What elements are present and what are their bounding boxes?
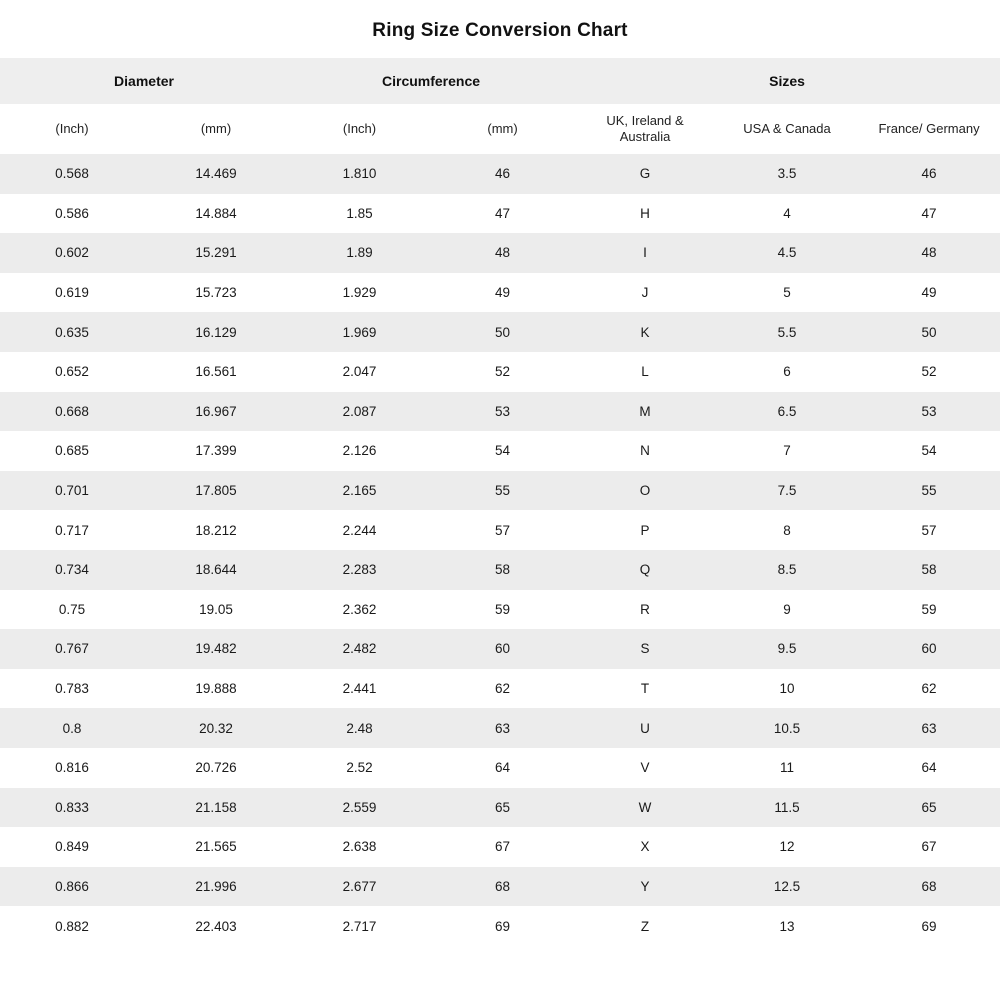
cell-size-france: 52 — [921, 364, 937, 380]
cell-size-uk: G — [639, 166, 651, 182]
cell-size-uk: O — [639, 483, 651, 499]
cell-circumference-inch: 1.810 — [342, 166, 377, 182]
cell-diameter-mm: 22.403 — [195, 918, 237, 934]
table-row — [0, 510, 1000, 550]
cell-circumference-inch: 2.244 — [342, 522, 377, 538]
ring-size-conversion-table — [0, 58, 1000, 946]
cell-size-usa: 3.5 — [777, 166, 797, 182]
cell-size-france: 49 — [921, 285, 937, 301]
cell-size-usa: 12.5 — [773, 878, 801, 894]
cell-circumference-inch: 2.165 — [342, 483, 377, 499]
cell-circumference-mm: 59 — [495, 601, 511, 617]
cell-size-usa: 5 — [783, 285, 791, 301]
table-row — [0, 431, 1000, 471]
cell-diameter-mm: 16.561 — [195, 364, 237, 380]
cell-size-usa: 11 — [780, 760, 795, 776]
sub-header-diameter-mm: (mm) — [200, 121, 232, 137]
cell-circumference-mm: 63 — [495, 720, 511, 736]
sub-header-circumference-mm: (mm) — [487, 121, 518, 137]
table-row — [0, 550, 1000, 590]
cell-size-france: 69 — [921, 918, 937, 934]
cell-size-uk: S — [640, 641, 650, 657]
group-header-sizes: Sizes — [769, 73, 805, 89]
cell-size-usa: 5.5 — [777, 324, 797, 340]
cell-diameter-inch: 0.833 — [55, 799, 89, 815]
sub-header-usa-canada: USA & Canada — [743, 121, 831, 137]
cell-size-france: 53 — [921, 403, 937, 419]
table-row — [0, 352, 1000, 392]
cell-size-usa: 12 — [779, 839, 795, 855]
cell-circumference-mm: 58 — [495, 562, 511, 578]
sub-header-circumference-inch: (Inch) — [342, 121, 377, 137]
cell-diameter-inch: 0.586 — [55, 205, 89, 221]
cell-diameter-inch: 0.668 — [55, 403, 89, 419]
cell-circumference-inch: 1.969 — [342, 324, 377, 340]
cell-circumference-mm: 67 — [495, 839, 511, 855]
cell-diameter-inch: 0.8 — [62, 720, 82, 736]
group-header-row — [0, 58, 1000, 104]
cell-size-uk: Q — [639, 562, 651, 578]
cell-size-uk: K — [640, 324, 650, 340]
table-row — [0, 708, 1000, 748]
cell-diameter-inch: 0.882 — [55, 918, 89, 934]
cell-size-uk: P — [640, 522, 650, 538]
cell-diameter-mm: 16.967 — [195, 403, 237, 419]
cell-circumference-mm: 54 — [495, 443, 511, 459]
cell-circumference-mm: 55 — [495, 483, 511, 499]
cell-circumference-mm: 62 — [495, 681, 511, 697]
cell-diameter-inch: 0.734 — [55, 562, 89, 578]
cell-diameter-inch: 0.602 — [55, 245, 89, 261]
cell-diameter-mm: 14.469 — [195, 166, 237, 182]
cell-size-usa: 10.5 — [773, 720, 801, 736]
cell-circumference-inch: 2.047 — [342, 364, 377, 380]
cell-circumference-mm: 64 — [495, 760, 511, 776]
cell-diameter-mm: 21.565 — [195, 839, 237, 855]
table-row — [0, 471, 1000, 511]
table-row — [0, 867, 1000, 907]
cell-diameter-mm: 19.888 — [195, 681, 237, 697]
cell-diameter-inch: 0.619 — [55, 285, 89, 301]
cell-size-usa: 13 — [779, 918, 795, 934]
cell-size-uk: R — [640, 601, 650, 617]
cell-size-uk: J — [641, 285, 649, 301]
cell-diameter-mm: 15.291 — [195, 245, 237, 261]
cell-size-france: 62 — [921, 681, 937, 697]
cell-diameter-inch: 0.701 — [55, 483, 89, 499]
table-row — [0, 629, 1000, 669]
cell-circumference-inch: 1.929 — [342, 285, 377, 301]
cell-size-uk: N — [640, 443, 650, 459]
cell-size-france: 50 — [921, 324, 937, 340]
cell-diameter-inch: 0.635 — [55, 324, 89, 340]
cell-diameter-inch: 0.783 — [55, 681, 89, 697]
group-header-diameter: Diameter — [114, 73, 174, 89]
cell-circumference-mm: 69 — [495, 918, 511, 934]
table-row — [0, 788, 1000, 828]
cell-diameter-mm: 19.05 — [199, 601, 233, 617]
cell-size-france: 65 — [921, 799, 937, 815]
cell-diameter-mm: 14.884 — [195, 205, 237, 221]
cell-size-uk: H — [640, 205, 650, 221]
table-row — [0, 669, 1000, 709]
cell-diameter-mm: 20.726 — [195, 760, 237, 776]
cell-size-france: 64 — [921, 760, 937, 776]
cell-circumference-inch: 2.126 — [342, 443, 377, 459]
table-row — [0, 906, 1000, 946]
cell-size-usa: 4 — [783, 205, 791, 221]
cell-circumference-mm: 47 — [495, 205, 511, 221]
cell-circumference-inch: 2.677 — [342, 878, 377, 894]
cell-diameter-inch: 0.717 — [55, 522, 89, 538]
table-row — [0, 273, 1000, 313]
cell-size-uk: M — [639, 403, 651, 419]
table-body — [0, 154, 1000, 946]
cell-diameter-mm: 21.996 — [195, 878, 237, 894]
cell-size-uk: I — [643, 245, 647, 261]
cell-diameter-inch: 0.816 — [55, 760, 89, 776]
cell-diameter-mm: 20.32 — [199, 720, 233, 736]
cell-size-france: 57 — [921, 522, 937, 538]
cell-size-france: 55 — [921, 483, 937, 499]
cell-diameter-mm: 15.723 — [195, 285, 237, 301]
cell-diameter-inch: 0.767 — [55, 641, 89, 657]
cell-diameter-inch: 0.866 — [55, 878, 89, 894]
sub-header-diameter-inch: (Inch) — [55, 121, 89, 137]
sub-header-row — [0, 104, 1000, 154]
cell-size-usa: 8.5 — [777, 562, 797, 578]
cell-size-france: 63 — [921, 720, 937, 736]
table-row — [0, 590, 1000, 630]
table-row — [0, 392, 1000, 432]
cell-circumference-mm: 49 — [495, 285, 511, 301]
cell-circumference-inch: 2.482 — [342, 641, 377, 657]
cell-size-usa: 4.5 — [777, 245, 797, 261]
cell-circumference-inch: 2.48 — [346, 720, 373, 736]
cell-diameter-inch: 0.685 — [55, 443, 89, 459]
cell-diameter-mm: 16.129 — [195, 324, 237, 340]
cell-circumference-inch: 1.89 — [346, 245, 373, 261]
cell-size-uk: Z — [640, 918, 650, 934]
cell-size-usa: 7.5 — [777, 483, 797, 499]
cell-size-uk: X — [640, 839, 650, 855]
group-header-circumference: Circumference — [382, 73, 481, 89]
cell-size-uk: U — [640, 720, 650, 736]
cell-size-france: 67 — [921, 839, 937, 855]
sub-header-france-germany: France/ Germany — [878, 121, 980, 137]
table-row — [0, 194, 1000, 234]
cell-diameter-mm: 19.482 — [195, 641, 237, 657]
cell-circumference-inch: 2.283 — [342, 562, 377, 578]
cell-circumference-inch: 2.441 — [342, 681, 377, 697]
cell-circumference-mm: 48 — [495, 245, 511, 261]
cell-size-france: 46 — [921, 166, 937, 182]
cell-circumference-inch: 2.362 — [342, 601, 377, 617]
table-head — [0, 58, 1000, 154]
cell-size-usa: 6 — [783, 364, 791, 380]
cell-circumference-mm: 57 — [495, 522, 511, 538]
cell-diameter-inch: 0.849 — [55, 839, 89, 855]
cell-size-france: 58 — [921, 562, 937, 578]
table-row — [0, 827, 1000, 867]
cell-circumference-mm: 53 — [495, 403, 511, 419]
cell-size-usa: 10 — [779, 681, 795, 697]
cell-diameter-inch: 0.568 — [55, 166, 89, 182]
cell-diameter-inch: 0.652 — [55, 364, 89, 380]
cell-circumference-mm: 65 — [495, 799, 511, 815]
cell-size-uk: W — [638, 799, 652, 815]
cell-size-usa: 11.5 — [774, 799, 800, 815]
cell-circumference-inch: 2.717 — [342, 918, 377, 934]
cell-circumference-mm: 52 — [495, 364, 511, 380]
cell-size-usa: 6.5 — [777, 403, 797, 419]
cell-size-uk: T — [640, 681, 650, 697]
cell-diameter-mm: 18.212 — [195, 522, 237, 538]
cell-size-usa: 7 — [783, 443, 791, 459]
cell-size-france: 60 — [921, 641, 937, 657]
cell-size-usa: 9 — [783, 601, 791, 617]
cell-circumference-mm: 68 — [495, 878, 511, 894]
cell-size-france: 59 — [921, 601, 937, 617]
page-title: Ring Size Conversion Chart — [372, 20, 628, 41]
cell-circumference-inch: 2.087 — [342, 403, 377, 419]
cell-diameter-inch: 0.75 — [58, 601, 86, 617]
cell-circumference-inch: 1.85 — [346, 205, 373, 221]
cell-circumference-mm: 46 — [495, 166, 511, 182]
cell-size-france: 68 — [921, 878, 937, 894]
cell-diameter-mm: 17.805 — [195, 483, 237, 499]
table-row — [0, 748, 1000, 788]
table-row — [0, 154, 1000, 194]
cell-circumference-inch: 2.638 — [342, 839, 377, 855]
cell-diameter-mm: 18.644 — [195, 562, 237, 578]
cell-size-france: 54 — [921, 443, 937, 459]
cell-size-uk: V — [640, 760, 650, 776]
cell-size-france: 47 — [921, 205, 937, 221]
table-row — [0, 312, 1000, 352]
cell-size-usa: 8 — [783, 522, 791, 538]
cell-diameter-mm: 21.158 — [195, 799, 237, 815]
cell-circumference-inch: 2.559 — [342, 799, 377, 815]
cell-size-uk: L — [641, 364, 649, 380]
cell-size-france: 48 — [921, 245, 937, 261]
cell-size-usa: 9.5 — [777, 641, 797, 657]
cell-circumference-mm: 60 — [495, 641, 511, 657]
cell-circumference-inch: 2.52 — [346, 760, 373, 776]
cell-diameter-mm: 17.399 — [195, 443, 237, 459]
sub-header-uk-ireland-australia: UK, Ireland & Australia — [606, 113, 684, 144]
cell-circumference-mm: 50 — [495, 324, 511, 340]
table-row — [0, 233, 1000, 273]
cell-size-uk: Y — [640, 878, 650, 894]
